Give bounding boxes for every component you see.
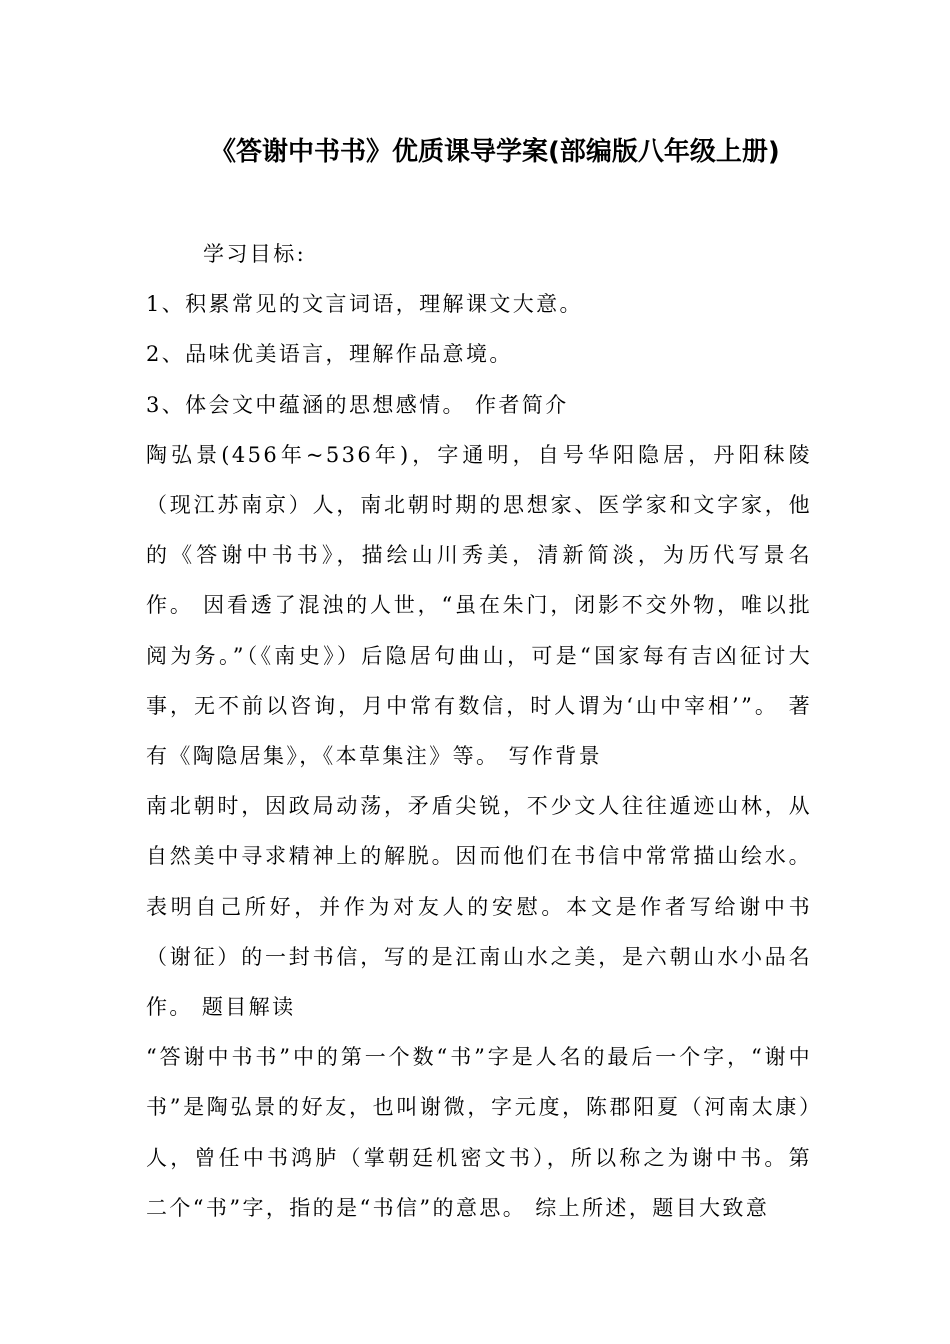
- objective-item-3: 3、体会文中蕴涵的思想感情。 作者简介: [146, 392, 569, 417]
- section-heading-objectives: 学习目标:: [203, 242, 307, 266]
- paragraph-title-explanation: “答谢中书书”中的第一个数“书”字是人名的最后一个字，“谢中书”是陶弘景的好友，也叫谢微，字元度，陈郡阳夏（河南太康）人，曾任中书鸿胪（掌朝廷机密文书），所以称之为谢中书。第二个“书”字，指的是“书信”的意思。 综上所述，题目大致意: [146, 1045, 812, 1220]
- objective-item-1: 1、积累常见的文言词语，理解课文大意。: [146, 292, 583, 317]
- document-body: [146, 229, 812, 1233]
- paragraph-background: 南北朝时，因政局动荡，矛盾尖锐，不少文人往往遁迹山林，从自然美中寻求精神上的解脱。因而他们在书信中常常描山绘水。表明自己所好，并作为对友人的安慰。本文是作者写给谢中书（谢征）的一封书信，写的是江南山水之美，是六朝山水小品名作。 题目解读: [146, 794, 812, 1020]
- document-title: 《答谢中书书》优质课导学案(部编版八年级上册): [210, 137, 780, 167]
- paragraph-author-intro: 陶弘景(456年~536年)，字通明，自号华阳隐居，丹阳秣陵（现江苏南京）人，南北朝时期的思想家、医学家和文字家，他的《答谢中书书》，描绘山川秀美，清新简淡，为历代写景名作。 因看透了混浊的人世，“虽在朱门，闭影不交外物，唯以批阅为务。”（《南史》）后隐居句曲山，可是“国家每有吉凶征讨大事，无不前以咨询，月中常有数信，时人谓为‘山中宰相’”。 著有《陶隐居集》，《本草集注》等。 写作背景: [146, 442, 812, 769]
- objective-item-2: 2、品味优美语言，理解作品意境。: [146, 342, 513, 367]
